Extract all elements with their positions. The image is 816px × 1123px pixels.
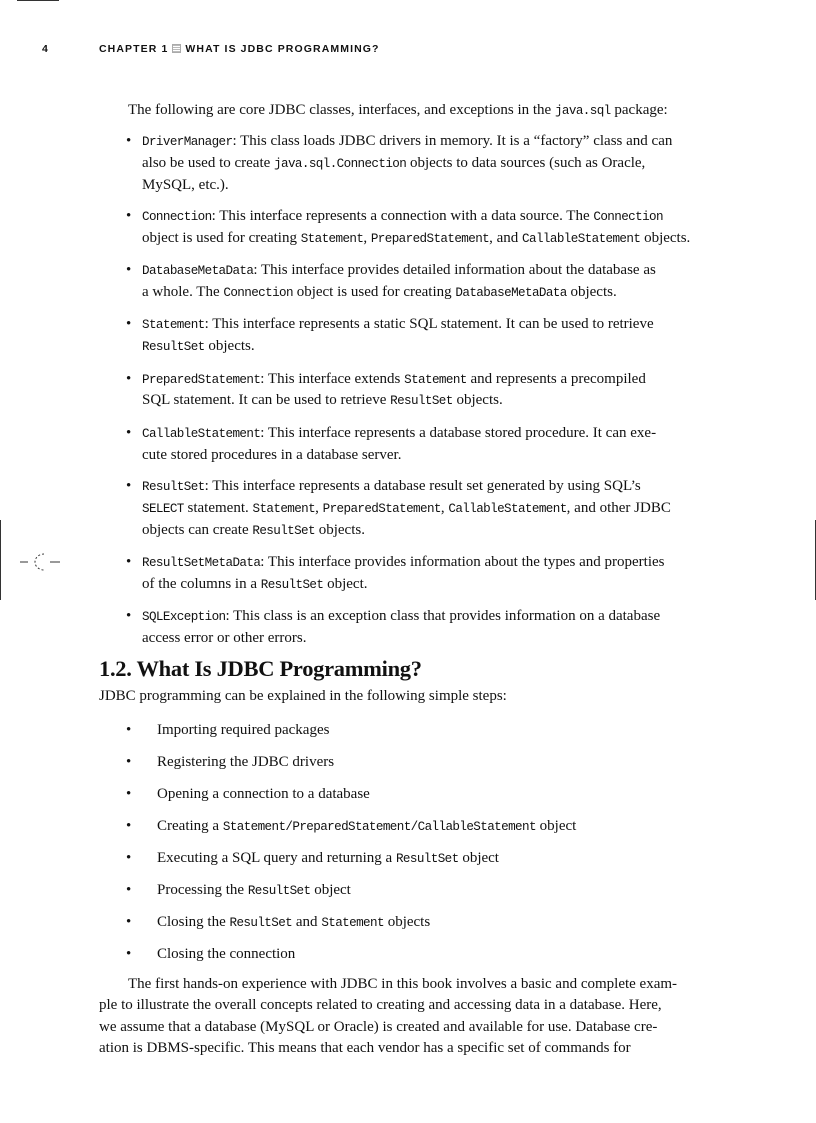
text-run: Importing required packages	[157, 722, 330, 738]
bullet-icon: •	[126, 133, 132, 149]
list-item	[126, 552, 726, 596]
text-run: objects.	[640, 229, 691, 246]
list-item	[126, 476, 726, 541]
closing-line: ple to illustrate the overall concepts related to creating and accessing data in a database. Here,	[99, 997, 662, 1014]
text-run: statement.	[183, 499, 253, 516]
text-run: objects.	[204, 338, 255, 355]
crop-mark-left	[0, 520, 1, 600]
text-run: SQL statement. It can be used to retrieve	[142, 392, 391, 409]
list-item-line	[142, 498, 726, 520]
list-item-line	[142, 423, 726, 445]
closing-line: ation is DBMS-specific. This means that each vendor has a specific set of commands for	[99, 1039, 631, 1056]
page-number: 4	[42, 43, 49, 55]
code-term: ResultSet	[252, 523, 315, 538]
code-term: Statement	[321, 916, 384, 930]
chapter-title: WHAT IS JDBC PROGRAMMING?	[185, 43, 380, 55]
core-classes-list	[126, 131, 726, 659]
step-item	[126, 848, 576, 880]
code-term: ResultSet	[229, 916, 293, 930]
list-item-line	[142, 606, 726, 628]
step-item	[126, 720, 576, 752]
text-run: : This class loads JDBC drivers in memory. It is a “factory” class and can	[232, 133, 673, 149]
text-run: : This interface provides information about the types and properties	[260, 553, 665, 570]
section-lead: JDBC programming can be explained in the following simple steps:	[99, 688, 507, 704]
bullet-icon: •	[126, 424, 132, 441]
text-run: object is used for creating	[292, 283, 456, 300]
list-item-line	[142, 228, 726, 250]
code-term: DatabaseMetaData	[142, 264, 254, 279]
bullet-icon: •	[126, 722, 132, 738]
text-run: : This interface represents a static SQL statement. It can be used to retrieve	[204, 316, 654, 333]
text-run: ,	[440, 499, 449, 516]
bullet-icon: •	[126, 914, 132, 930]
text-run: also be used to create	[142, 154, 275, 171]
text-run: ,	[315, 499, 323, 516]
text-run: cute stored procedures in a database server.	[142, 446, 402, 463]
list-item	[126, 606, 726, 649]
text-run: of the columns in a	[142, 575, 261, 592]
code-term: Connection	[223, 285, 293, 300]
list-item-line	[142, 175, 726, 196]
closing-paragraph	[99, 974, 729, 1059]
list-item	[126, 314, 726, 358]
list-item-line	[142, 476, 726, 498]
list-item-line	[142, 369, 726, 391]
code-term: Statement	[404, 372, 467, 387]
code-term: ResultSet	[142, 340, 205, 355]
list-item	[126, 260, 726, 304]
list-item-line	[142, 552, 726, 574]
code-term: ResultSetMetaData	[142, 555, 261, 570]
code-term: Connection	[142, 209, 212, 224]
bullet-icon: •	[126, 553, 132, 570]
bullet-icon: •	[126, 608, 132, 625]
code-term: PreparedStatement	[142, 372, 261, 387]
text-run: and	[292, 914, 322, 930]
list-item-line	[142, 314, 726, 336]
list-item-line	[142, 206, 726, 228]
code-term: CallableStatement	[522, 231, 641, 246]
text-run: object	[458, 850, 499, 866]
code-term: SELECT	[142, 501, 184, 516]
bullet-icon: •	[126, 882, 132, 898]
step-item	[126, 912, 576, 944]
text-run: Registering the JDBC drivers	[157, 754, 335, 770]
text-run: object	[310, 882, 351, 898]
text-run: , and	[489, 229, 523, 246]
list-item	[126, 131, 726, 195]
text-run: Processing the	[157, 882, 248, 898]
text-run: objects	[383, 914, 431, 930]
text-run: Executing a SQL query and returning a	[157, 850, 396, 866]
closing-line: we assume that a database (MySQL or Oracle) is created and available for use. Database cre-	[99, 1018, 658, 1035]
text-run: : This class is an exception class that provides information on a database	[225, 608, 661, 625]
code-term: ResultSet	[260, 577, 324, 592]
text-run: objects to data sources (such as Oracle,	[406, 154, 646, 171]
intro-paragraph	[128, 100, 758, 121]
steps-list	[126, 720, 576, 976]
text-run: Closing the	[157, 914, 230, 930]
list-item	[126, 369, 726, 413]
code-term: Connection	[593, 209, 663, 224]
bullet-icon: •	[126, 850, 132, 866]
bullet-icon: •	[126, 316, 132, 333]
text-run: object is used for creating	[142, 229, 301, 246]
text-run: objects can create	[142, 521, 253, 538]
code-term: CallableStatement	[142, 426, 261, 441]
text-run: , and other JDBC	[566, 499, 671, 516]
list-item	[126, 206, 726, 250]
code-term: DatabaseMetaData	[455, 285, 567, 300]
list-item	[126, 423, 726, 466]
code-term: ResultSet	[142, 479, 205, 494]
text-run: access error or other errors.	[142, 629, 307, 646]
bullet-icon: •	[126, 370, 132, 387]
text-run: : This interface represents a database stored procedure. It can exe-	[260, 424, 657, 441]
text-run: object.	[323, 575, 368, 592]
list-item-line	[142, 131, 726, 153]
code-term: CallableStatement	[448, 501, 567, 516]
text-run: a whole. The	[142, 283, 224, 300]
code-term: ResultSet	[390, 394, 453, 409]
code-term: java.sql.Connection	[274, 156, 407, 171]
code-term: Statement/PreparedStatement/CallableStatement	[222, 820, 536, 834]
text-run: and represents a precompiled	[466, 370, 646, 387]
code-term: ResultSet	[247, 884, 311, 898]
separator-icon	[172, 44, 181, 53]
text-run: Creating a	[157, 818, 223, 834]
step-item	[126, 784, 576, 816]
bullet-icon: •	[126, 946, 132, 962]
bullet-icon: •	[126, 818, 132, 834]
list-item-line	[142, 282, 726, 304]
crop-mark-top	[17, 0, 59, 1]
intro-tail: package:	[614, 102, 668, 118]
running-header	[0, 43, 816, 59]
intro-text: The following are core JDBC classes, interfaces, and exceptions in the	[128, 102, 552, 118]
step-item	[126, 816, 576, 848]
list-item-line	[142, 153, 726, 175]
list-item-line	[142, 390, 726, 412]
bullet-icon: •	[126, 477, 132, 494]
text-run: objects.	[566, 283, 617, 300]
list-item-line	[142, 574, 726, 596]
bullet-icon: •	[126, 207, 132, 224]
chapter-heading	[99, 43, 380, 55]
list-item-line	[142, 336, 726, 358]
list-item-line	[142, 260, 726, 282]
step-item	[126, 752, 576, 784]
code-term: DriverManager	[142, 135, 233, 149]
list-item-line	[142, 520, 726, 542]
code-term: Statement	[252, 501, 316, 516]
text-run: : This interface represents a connection with a data source. The	[211, 207, 594, 224]
code-term: PreparedStatement	[370, 231, 490, 246]
text-run: object	[535, 818, 577, 834]
bullet-icon: •	[126, 262, 132, 279]
text-run: : This interface extends	[260, 370, 405, 387]
text-run: Opening a connection to a database	[157, 786, 370, 802]
step-item	[126, 944, 576, 976]
intro-code: java.sql	[554, 104, 611, 118]
section-heading: 1.2. What Is JDBC Programming?	[99, 656, 422, 681]
list-item-line	[142, 445, 726, 466]
code-term: Statement	[142, 318, 205, 333]
text-run: Closing the connection	[157, 946, 296, 962]
code-term: SQLException	[142, 610, 226, 625]
text-run: : This interface provides detailed information about the database as	[253, 262, 656, 279]
text-run: objects.	[314, 521, 365, 538]
code-term: PreparedStatement	[322, 501, 441, 516]
list-item-line	[142, 628, 726, 649]
text-run: objects.	[452, 392, 503, 409]
registration-mark-icon	[20, 550, 60, 574]
text-run: ,	[363, 229, 371, 246]
text-run: MySQL, etc.).	[142, 176, 229, 193]
bullet-icon: •	[126, 786, 132, 802]
step-item	[126, 880, 576, 912]
bullet-icon: •	[126, 754, 132, 770]
code-term: ResultSet	[395, 852, 459, 866]
text-run: : This interface represents a database result set generated by using SQL’s	[204, 477, 641, 494]
closing-line: The first hands-on experience with JDBC in this book involves a basic and complete exam-	[128, 976, 678, 992]
code-term: Statement	[300, 231, 364, 246]
chapter-label: CHAPTER 1	[99, 43, 169, 55]
